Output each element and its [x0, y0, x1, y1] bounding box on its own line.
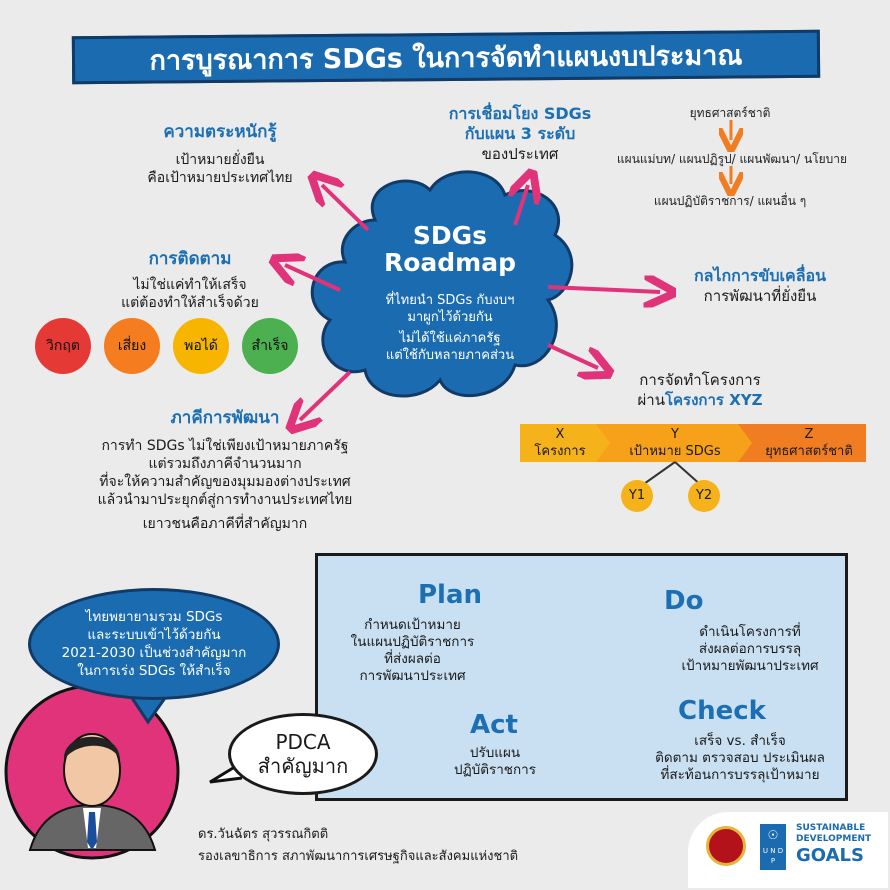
awareness-line: คือเป้าหมายประเทศไทย — [147, 170, 293, 186]
speaker-role: รองเลขาธิการ สภาพัฒนาการเศรษฐกิจและสังคมแห่งชาติ — [198, 849, 519, 864]
status-critical: วิกฤต — [35, 318, 91, 374]
plan-level-2: แผนแม่บท/ แผนปฏิรูป/ แผนพัฒนา/ นโยบาย — [616, 152, 848, 166]
cloud-heading-line1: SDGs — [412, 221, 488, 250]
cloud-heading-line2: Roadmap — [383, 248, 516, 277]
chain-label: เป้าหมาย SDGs — [629, 444, 721, 459]
partners-section — [60, 404, 390, 533]
pdca-line: ในแผนปฏิบัติราชการ — [350, 634, 475, 650]
chain-letter: X — [555, 427, 565, 442]
project-section — [600, 370, 800, 410]
speech-bubble-blue — [28, 588, 280, 700]
status-fair: พอได้ — [173, 318, 229, 374]
linkage-sub: ของประเทศ — [481, 145, 559, 163]
undp-logo: ☉ U N D P — [760, 824, 786, 870]
pdca-line: ส่งผลต่อการบรรลุ — [698, 641, 802, 657]
sdg-line: SUSTAINABLE — [796, 823, 866, 833]
monitoring-heading: การติดตาม — [148, 249, 232, 269]
monitoring-section — [90, 245, 290, 312]
y1-label: Y1 — [628, 488, 646, 503]
pdca-line: เสร็จ vs. สำเร็จ — [694, 733, 786, 749]
partners-line: การทำ SDGs ไม่ใช่เพียงเป้าหมายภาครัฐ — [101, 438, 349, 454]
cloud-line: มาผูกไว้ด้วยกัน — [407, 310, 493, 325]
chain-label: โครงการ — [534, 444, 586, 459]
speech-bubble-white — [228, 713, 378, 795]
pdca-line: ที่สะท้อนการบรรลุเป้าหมาย — [660, 767, 820, 783]
sdg-line: DEVELOPMENT — [796, 834, 872, 844]
linkage-section — [420, 104, 620, 164]
pdca-plan-text — [325, 617, 500, 685]
awareness-line: เป้าหมายยั่งยืน — [175, 152, 265, 168]
status-success: สำเร็จ — [242, 318, 298, 374]
cloud-line: ไม่ได้ใช้แค่ภาครัฐ — [399, 331, 501, 346]
partners-heading: ภาคีการพัฒนา — [170, 408, 280, 428]
pdca-line: ติดตาม ตรวจสอบ ประเมินผล — [655, 750, 825, 766]
plan-level-1: ยุทธศาสตร์ชาติ — [689, 106, 771, 120]
pdca-check-head: Check — [678, 696, 766, 726]
speaker-name: ดร.วันฉัตร สุวรรณกิตติ — [198, 827, 329, 842]
cloud-heading — [365, 222, 535, 276]
arrow-awareness — [322, 185, 368, 230]
chain-label: ยุทธศาสตร์ชาติ — [765, 444, 853, 459]
pdca-line: ปรับแผน — [469, 745, 521, 761]
pdca-line: กำหนดเป้าหมาย — [364, 617, 461, 633]
mechanism-section — [670, 266, 850, 306]
project-line1: การจัดทำโครงการ — [639, 371, 761, 389]
undp-text: U N D P — [762, 847, 784, 865]
speech-line: สำคัญมาก — [257, 754, 349, 778]
status-risk: เสี่ยง — [104, 318, 160, 374]
project-prefix: ผ่าน — [637, 391, 665, 409]
chain-letter: Y — [671, 427, 679, 442]
arrow-mechanism — [548, 287, 660, 292]
sdg-logo — [796, 823, 871, 867]
cloud-line: ที่ไทยนำ SDGs กับงบฯ — [385, 293, 515, 308]
pdca-do-head: Do — [664, 586, 704, 616]
chain-letter: Z — [804, 427, 814, 442]
pdca-do-text — [655, 624, 845, 675]
partners-line: แต่รวมถึงภาคีจำนวนมาก — [148, 456, 302, 472]
speech-line: ไทยพยายามรวม SDGs — [85, 609, 223, 625]
nesdc-logo-icon — [706, 826, 746, 866]
linkage-heading-2: กับแผน 3 ระดับ — [464, 124, 576, 143]
page-title: การบูรณาการ SDGs ในการจัดทำแผนงบประมาณ — [72, 30, 820, 85]
sdg-line: GOALS — [796, 845, 864, 866]
y2-label: Y2 — [695, 488, 713, 503]
speech-line: และระบบเข้าไว้ด้วยกัน — [87, 627, 221, 643]
speech-line: 2021-2030 เป็นช่วงสำคัญมาก — [61, 645, 247, 661]
pdca-act-text — [430, 745, 560, 779]
cloud-line: แต่ใช้กับหลายภาคส่วน — [385, 348, 515, 363]
partners-line: ที่จะให้ความสำคัญของมุมมองต่างประเทศ — [99, 474, 351, 490]
pdca-line: เป้าหมายพัฒนาประเทศ — [681, 658, 819, 674]
awareness-section — [120, 118, 320, 187]
partners-line: เยาวชนคือภาคีที่สำคัญมาก — [142, 516, 308, 532]
pdca-line: ที่ส่งผลต่อ — [384, 651, 441, 667]
speaker-caption — [198, 824, 518, 868]
pdca-line: ดำเนินโครงการที่ — [699, 624, 801, 640]
pdca-line: ปฏิบัติราชการ — [454, 762, 536, 778]
plan-level-3: แผนปฏิบัติราชการ/ แผนอื่น ๆ — [653, 194, 807, 208]
linkage-heading-1: การเชื่อมโยง SDGs — [448, 104, 592, 123]
chain-z — [752, 426, 866, 460]
partners-line: แล้วนำมาประยุกต์สู่การทำงานประเทศไทย — [97, 492, 353, 508]
mechanism-heading: กลไกการขับเคลื่อน — [693, 266, 827, 285]
project-highlight: โครงการ XYZ — [664, 391, 763, 409]
arrow-project — [548, 345, 598, 368]
chain-y — [610, 426, 740, 460]
monitoring-line: แต่ต้องทำให้สำเร็จด้วย — [121, 295, 259, 311]
speech-line: ในการเร่ง SDGs ให้สำเร็จ — [77, 663, 231, 679]
cloud-body — [350, 292, 550, 364]
awareness-heading: ความตระหนักรู้ — [163, 122, 277, 142]
pdca-check-text — [635, 733, 845, 784]
pdca-act-head: Act — [470, 710, 518, 740]
pdca-line: การพัฒนาประเทศ — [359, 668, 466, 684]
chain-x — [522, 426, 598, 460]
monitoring-line: ไม่ใช่แค่ทำให้เสร็จ — [133, 277, 247, 293]
speech-line: PDCA — [275, 730, 331, 754]
pdca-plan-head: Plan — [418, 580, 483, 610]
mechanism-sub: การพัฒนาที่ยั่งยืน — [703, 287, 817, 305]
